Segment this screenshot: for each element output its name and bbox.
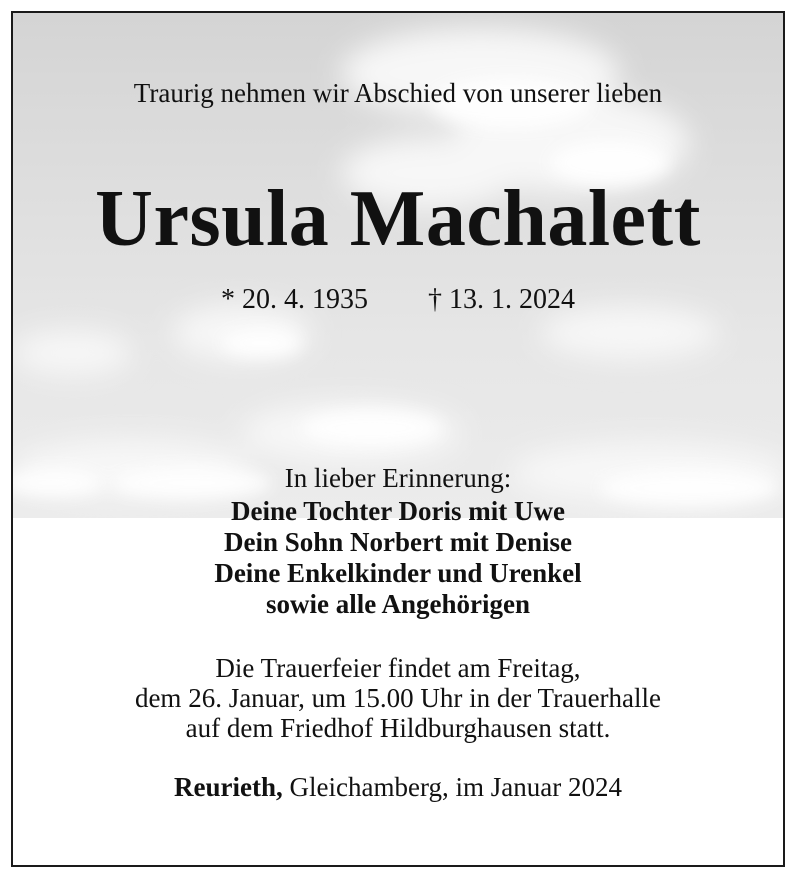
signoff-place: Reurieth,: [174, 772, 283, 802]
remembrance-heading: In lieber Erinnerung:: [284, 463, 512, 493]
family-line: Deine Enkelkinder und Urenkel: [214, 558, 582, 588]
birth-date: * 20. 4. 1935: [221, 284, 368, 315]
family-line: Deine Tochter Doris mit Uwe: [231, 496, 565, 526]
ceremony-line: dem 26. Januar, um 15.00 Uhr in der Trauerhalle: [134, 683, 662, 713]
ceremony-line: Die Trauerfeier findet am Freitag,: [215, 653, 581, 683]
ceremony-info: [13, 653, 783, 743]
ceremony-line: auf dem Friedhof Hildburghausen statt.: [185, 713, 611, 743]
signoff-line: [13, 771, 783, 803]
life-dates: [13, 283, 783, 317]
obituary-frame: [11, 11, 785, 867]
intro-text: Traurig nehmen wir Abschied von unserer lieben: [133, 78, 663, 108]
family-list: [13, 496, 783, 620]
family-line: sowie alle Angehörigen: [266, 589, 530, 619]
family-line: Dein Sohn Norbert mit Denise: [224, 527, 572, 557]
signoff-rest: Gleichamberg, im Januar 2024: [282, 772, 622, 802]
death-date: † 13. 1. 2024: [428, 284, 575, 315]
deceased-name: Ursula Machalett: [95, 175, 701, 263]
